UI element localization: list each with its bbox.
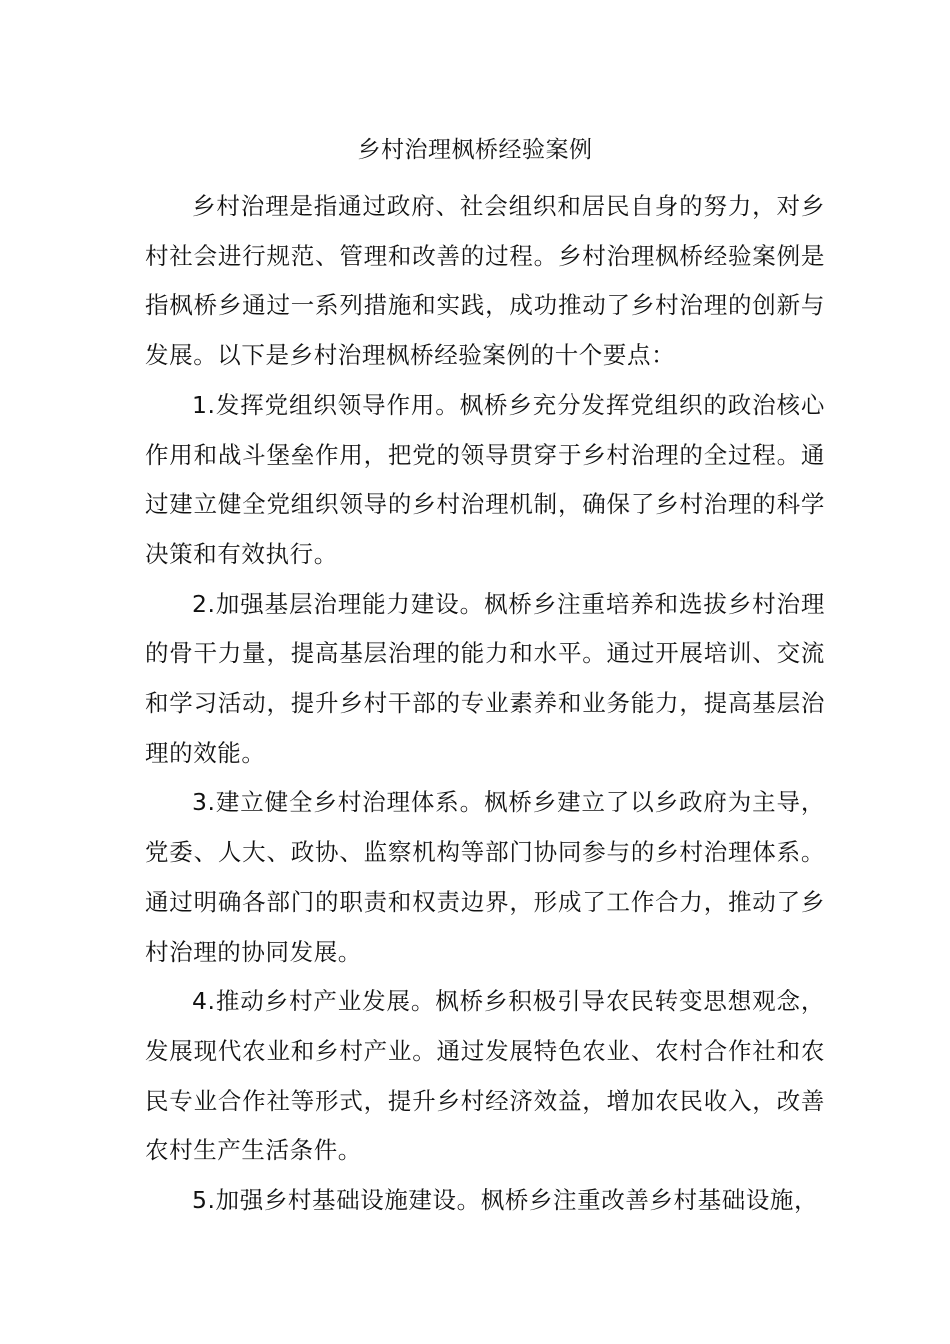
- paragraph-point-1: 1.发挥党组织领导作用。枫桥乡充分发挥党组织的政治核心作用和战斗堡垒作用，把党的领导贯穿于乡村治理的全过程。通过建立健全党组织领导的乡村治理机制，确保了乡村治理的科学决策和有效执行。: [145, 390, 825, 568]
- document-title: 乡村治理枫桥经验案例: [357, 137, 593, 163]
- paragraph-intro: 乡村治理是指通过政府、社会组织和居民自身的努力，对乡村社会进行规范、管理和改善的过程。乡村治理枫桥经验案例是指枫桥乡通过一系列措施和实践，成功推动了乡村治理的创新与发展。以下是乡村治理枫桥经验案例的十个要点：: [145, 192, 825, 370]
- paragraph-point-2: 2.加强基层治理能力建设。枫桥乡注重培养和选拔乡村治理的骨干力量，提高基层治理的能力和水平。通过开展培训、交流和学习活动，提升乡村干部的专业素养和业务能力，提高基层治理的效能。: [145, 589, 825, 767]
- paragraph-point-4: 4.推动乡村产业发展。枫桥乡积极引导农民转变思想观念，发展现代农业和乡村产业。通过发展特色农业、农村合作社和农民专业合作社等形式，提升乡村经济效益，增加农民收入，改善农村生产生活条件。: [145, 987, 825, 1165]
- paragraph-point-5: 5.加强乡村基础设施建设。枫桥乡注重改善乡村基础设施，: [192, 1186, 819, 1215]
- document-body: [145, 182, 825, 1226]
- paragraph-point-3: 3.建立健全乡村治理体系。枫桥乡建立了以乡政府为主导，党委、人大、政协、监察机构等部门协同参与的乡村治理体系。通过明确各部门的职责和权责边界，形成了工作合力，推动了乡村治理的协同发展。: [145, 788, 825, 966]
